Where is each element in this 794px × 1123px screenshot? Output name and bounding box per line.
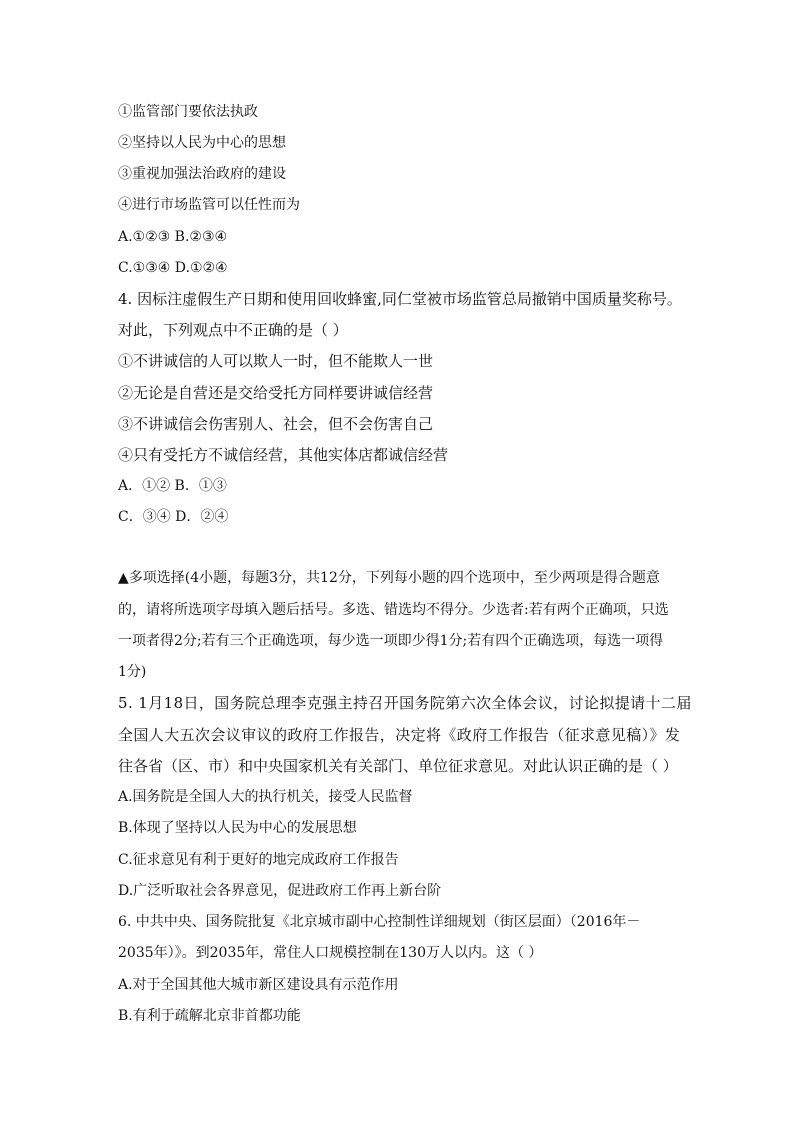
q3-option-4: ④进行市场监管可以任性而为 bbox=[118, 197, 300, 213]
q4-stem-line-1: 4. 因标注虚假生产日期和使用回收蜂蜜,同仁堂被市场监管总局撤销中国质量奖称号。 bbox=[118, 290, 682, 308]
q4-item-1: ①不讲诚信的人可以欺人一时，但不能欺人一世 bbox=[118, 352, 434, 370]
q6-stem-line-1: 6. 中共中央、国务院批复《北京城市副中心控制性详细规划（街区层面）（2016年－ bbox=[118, 914, 641, 930]
q4-choice-ab: A．①② B．①③ bbox=[118, 478, 227, 494]
q4-item-3: ③不讲诚信会伤害别人、社会，但不会伤害自己 bbox=[118, 415, 434, 433]
q3-option-1: ①监管部门要依法执政 bbox=[118, 104, 258, 120]
q6-stem-line-2: 2035年）》。到2035年，常住人口规模控制在130万人以内。这（ ） bbox=[118, 945, 543, 961]
section-instructions-line-2: 的，请将所选项字母填入题后括号。多选、错选均不得分。少选者:若有两个正确项，只选 bbox=[118, 602, 669, 618]
q4-stem-line-2: 对此，下列观点中不正确的是（ ） bbox=[118, 321, 348, 339]
q3-choice-cd: C.①③④ D.①②④ bbox=[118, 260, 228, 276]
q4-item-4: ④只有受托方不诚信经营，其他实体店都诚信经营 bbox=[118, 446, 449, 464]
q3-option-2: ②坚持以人民为中心的思想 bbox=[118, 135, 286, 151]
q4-item-2: ②无论是自营还是交给受托方同样要讲诚信经营 bbox=[118, 384, 434, 402]
section-instructions-line-1: ▲多项选择(4小题，每题3分，共12分，下列每小题的四个选项中，至少两项是得合题意 bbox=[118, 570, 660, 586]
q5-stem-line-2: 全国人大五次会议审议的政府工作报告，决定将《政府工作报告（征求意见稿）》发 bbox=[118, 726, 681, 744]
section-instructions-line-4: 1分) bbox=[118, 664, 147, 680]
q5-option-d: D.广泛听取社会各界意见，促进政府工作再上新台阶 bbox=[118, 883, 442, 899]
q6-option-a: A.对于全国其他大城市新区建设具有示范作用 bbox=[118, 977, 399, 993]
section-instructions-line-3: 一项者得2分;若有三个正确选项，每少选一项即少得1分;若有四个正确选项，每选一项得 bbox=[118, 633, 664, 649]
q5-option-b: B.体现了坚持以人民为中心的发展思想 bbox=[118, 820, 357, 836]
q5-option-a: A.国务院是全国人大的执行机关，接受人民监督 bbox=[118, 789, 413, 805]
q3-choice-ab: A.①②③ B.②③④ bbox=[118, 229, 228, 245]
q6-option-b: B.有利于疏解北京非首都功能 bbox=[118, 1008, 301, 1024]
q5-stem-line-3: 往各省（区、市）和中央国家机关有关部门、单位征求意见。对此认识正确的是（ ） bbox=[118, 757, 678, 775]
q3-option-3: ③重视加强法治政府的建设 bbox=[118, 166, 286, 182]
q5-stem-line-1: 5. 1月18日，国务院总理李克强主持召开国务院第六次全体会议，讨论拟提请十二届 bbox=[118, 694, 692, 712]
q4-choice-cd: C．③④ D．②④ bbox=[118, 509, 229, 525]
q5-option-c: C.征求意见有利于更好的地完成政府工作报告 bbox=[118, 852, 399, 868]
